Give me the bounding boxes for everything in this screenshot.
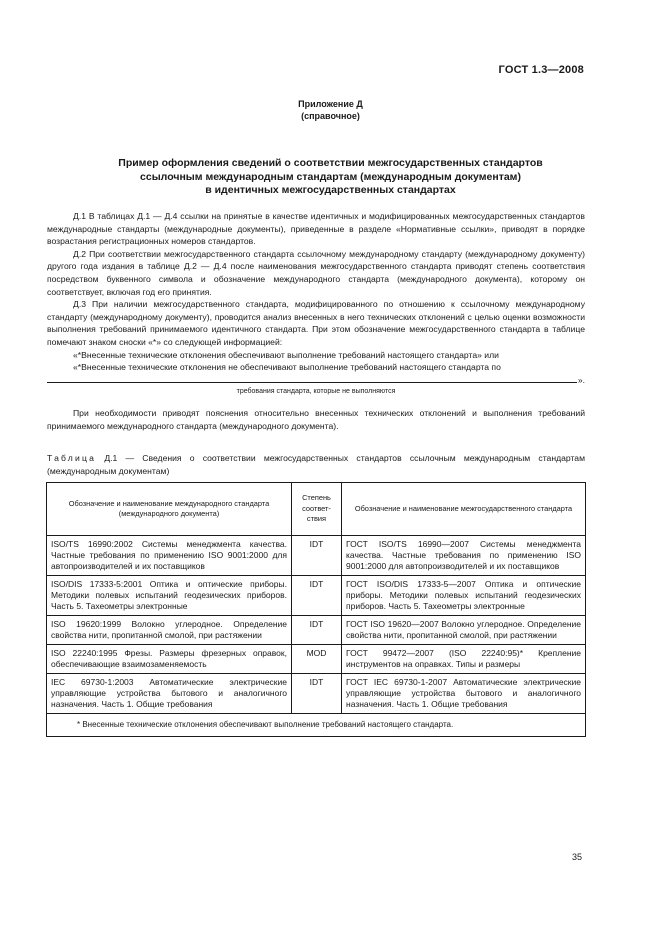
table-row bbox=[47, 616, 586, 645]
paragraph-d3: Д.3 При наличии межгосударственного стандарта, модифицированного по отношению к ссылочному международному стандарту (международному документу), проводится анализ внесенных в него технических отклонений с целью оценки возможности выполнения требований принимаемого идентичного стандарта. При этом обозначение межгосударственного стандарта в таблице помечают знаком сноски «*» со следующей информацией: bbox=[47, 299, 585, 347]
header-degree: Степень соответ-ствия bbox=[292, 483, 342, 536]
header-gost-standard: Обозначение и наименование межгосударственного стандарта bbox=[342, 483, 586, 536]
title-line-1: Пример оформления сведений о соответствии межгосударственных стандартов bbox=[118, 157, 543, 169]
paragraph-note: При необходимости приводят пояснения относительно внесенных технических отклонений и выполнения требований принимаемого международного стандарта (международного документа). bbox=[47, 408, 585, 431]
table-footnote: * Внесенные технические отклонения обеспечивают выполнение требований настоящего стандарта. bbox=[47, 714, 586, 737]
quote-close: ». bbox=[577, 374, 585, 385]
gost-standard-cell: ГОСТ ISO 19620—2007 Волокно углеродное. Определение свойства нити, пропитанной смолой, при растяжении bbox=[342, 616, 586, 645]
intl-standard-cell: IEC 69730-1:2003 Автоматические электрические управляющие устройства бытового и аналогичного назначения. Часть 1. Общие требования bbox=[47, 674, 292, 714]
table-footnote-row bbox=[47, 714, 586, 737]
intl-standard-cell: ISO/DIS 17333-5:2001 Оптика и оптические приборы. Методики полевых испытаний геодезических приборов. Часть 5. Тахеометры электронные bbox=[47, 576, 292, 616]
page-number: 35 bbox=[571, 852, 582, 862]
document-code-header: ГОСТ 1.3—2008 bbox=[498, 64, 584, 76]
standards-table bbox=[46, 482, 586, 737]
degree-cell: IDT bbox=[292, 674, 342, 714]
appendix-title bbox=[60, 157, 601, 198]
quote-provides: «*Внесенные технические отклонения обеспечивают выполнение требований настоящего стандарта» или bbox=[73, 349, 499, 360]
title-line-2: ссылочным международным стандартам (международным документам) bbox=[140, 170, 521, 183]
table-row bbox=[47, 576, 586, 616]
table-row bbox=[47, 645, 586, 674]
blank-line bbox=[47, 382, 577, 383]
degree-cell: MOD bbox=[292, 645, 342, 674]
appendix-label: Приложение Д bbox=[298, 99, 363, 109]
table-row bbox=[47, 674, 586, 714]
intl-standard-cell: ISO 19620:1999 Волокно углеродное. Определение свойства нити, пропитанной смолой, при растяжении bbox=[47, 616, 292, 645]
degree-cell: IDT bbox=[292, 536, 342, 576]
appendix-heading bbox=[0, 98, 661, 122]
gost-standard-cell: ГОСТ 99472—2007 (ISO 22240:95)* Крепление инструментов на оправках. Типы и размеры bbox=[342, 645, 586, 674]
paragraph-d1: Д.1 В таблицах Д.1 — Д.4 ссылки на принятые в качестве идентичных и модифицированных межгосударственных стандартов международные стандарты (международные документы), приведенные в разделе «Нормативные ссылки», приводят в порядке возрастания регистрационных номеров стандартов. bbox=[47, 211, 585, 247]
appendix-type: (справочное) bbox=[301, 111, 360, 121]
table-header-row bbox=[47, 483, 586, 536]
table-caption-text: Д.1 — Сведения о соответствии межгосударственных стандартов ссылочным международным стандартам (международным документам) bbox=[47, 453, 585, 476]
degree-cell: IDT bbox=[292, 616, 342, 645]
gost-standard-cell: ГОСТ ISO/TS 16990—2007 Системы менеджмента качества. Частные требования по применению ISO 9001:2000 для автопроизводителей и их поставщиков bbox=[342, 536, 586, 576]
table-caption bbox=[47, 452, 585, 477]
intl-standard-cell: ISO/TS 16990:2002 Системы менеджмента качества. Частные требования по применению ISO 9001:2000 для автопроизводителей и их поставщиков bbox=[47, 536, 292, 576]
degree-cell: IDT bbox=[292, 576, 342, 616]
quote-not-provides: «*Внесенные технические отклонения не обеспечивают выполнение требований настоящего стандарта по bbox=[73, 362, 501, 373]
header-intl-standard: Обозначение и наименование международного стандарта (международного документа) bbox=[47, 483, 292, 536]
intl-standard-cell: ISO 22240:1995 Фрезы. Размеры фрезерных оправок, обеспечивающие взаимозаменяемость bbox=[47, 645, 292, 674]
paragraph-d2: Д.2 При соответствии межгосударственного стандарта ссылочному международному стандарту (международному документу) другого года издания в таблице Д.2 — Д.4 после наименования межгосударственного стандарта приводят степень соответствия посредством буквенного символа и обозначение международного стандарта (международного документа), которому он соответствует, включая год его принятия. bbox=[47, 248, 585, 297]
body-text bbox=[47, 210, 585, 433]
title-line-3: в идентичных межгосударственных стандартах bbox=[205, 184, 456, 196]
blank-line-caption: требования стандарта, которые не выполняются bbox=[236, 388, 396, 396]
gost-standard-cell: ГОСТ ISO/DIS 17333-5—2007 Оптика и оптические приборы. Методики полевых испытаний геодезических приборов. Часть 5. Тахеометры электронные bbox=[342, 576, 586, 616]
table-row bbox=[47, 536, 586, 576]
gost-standard-cell: ГОСТ IEC 69730-1-2007 Автоматические электрические управляющие устройства бытового и аналогичного назначения. Часть 1. Общие требования bbox=[342, 674, 586, 714]
fill-in-line bbox=[47, 374, 585, 387]
table-label: Таблица bbox=[47, 453, 97, 463]
